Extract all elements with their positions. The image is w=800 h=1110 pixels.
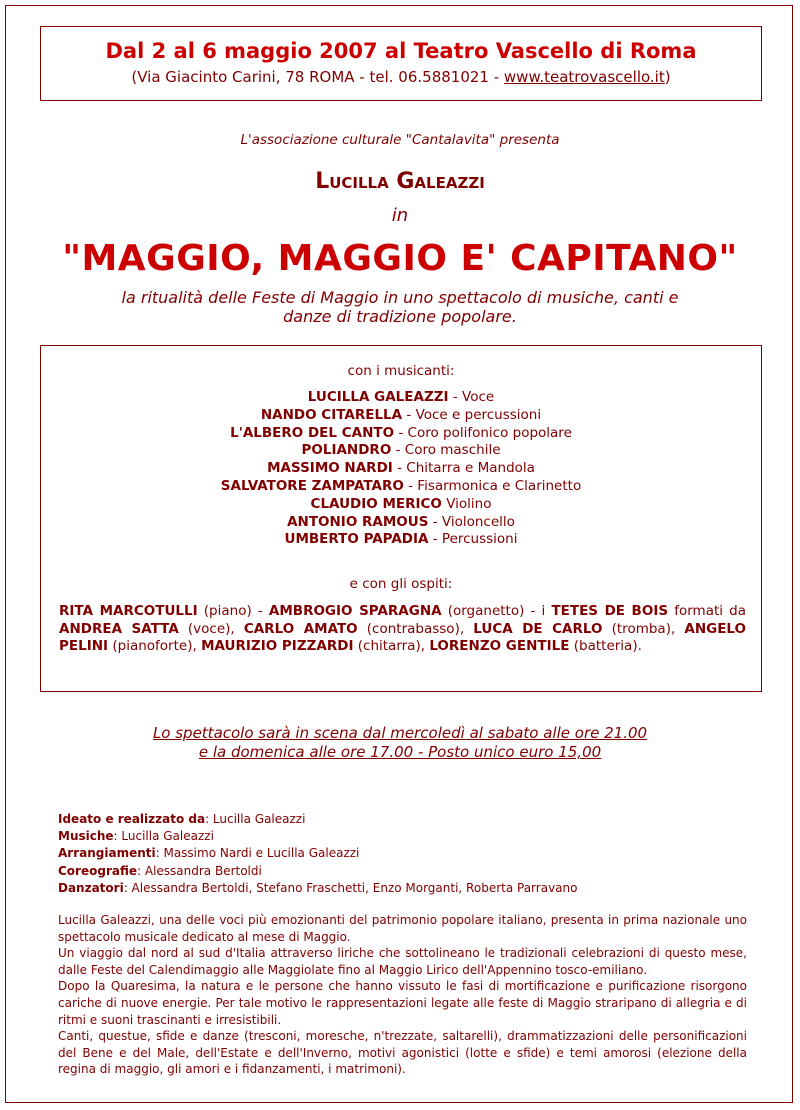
credit-item <box>58 828 577 845</box>
schedule-line: e la domenica alle ore 17.00 - Posto unico euro 15,00 <box>198 743 602 761</box>
description-paragraph: Canti, questue, sfide e danze (tresconi, moresche, n'trezzate, saltarelli), drammatizzazioni delle personificazioni del Bene e del Male, dell'Estate e dell'Inverno, motivi agonistici (lotte e sfide) e temi amorosi (elezione della regina di maggio, gli amori e i fidanzamenti, i matrimoni). <box>58 1029 747 1077</box>
guest-detail: (piano) - <box>197 603 269 620</box>
guest-name: ANDREA SATTA <box>59 620 179 637</box>
credit-value: : Lucilla Galeazzi <box>205 812 306 826</box>
description-paragraph: Lucilla Galeazzi, una delle voci più emozionanti del patrimonio popolare italiano, presenta in prima nazionale uno spettacolo musicale dedicato al mese di Maggio. <box>58 913 747 944</box>
guest-detail: formati da <box>668 603 746 620</box>
guest-detail: (batteria). <box>569 638 642 655</box>
guest-name: ANGELO PELINI <box>59 620 747 655</box>
guests-heading: e con gli ospiti: <box>349 576 453 593</box>
credit-item <box>58 863 577 880</box>
musician-role: - Voce e percussioni <box>402 406 542 423</box>
guest-name: LUCA DE CARLO <box>473 620 603 637</box>
musician-role: - Percussioni <box>428 531 518 548</box>
musician-name: L'ALBERO DEL CANTO <box>230 424 395 441</box>
musician-item <box>41 496 761 514</box>
credits-list <box>58 811 577 897</box>
musician-item <box>41 460 761 478</box>
musician-role: - Fisarmonica e Clarinetto <box>403 477 582 494</box>
subtitle-line: la ritualità delle Feste di Maggio in uno spettacolo di musiche, canti e <box>121 288 679 307</box>
musicians-box <box>40 345 762 692</box>
show-title: "MAGGIO, MAGGIO E' CAPITANO" <box>62 238 738 279</box>
guest-detail: (organetto) - i <box>441 603 552 620</box>
musician-name: NANDO CITARELLA <box>260 406 403 423</box>
musician-item <box>41 514 761 532</box>
address-text: (Via Giacinto Carini, 78 ROMA - tel. 06.5881021 - <box>131 68 504 86</box>
website-link[interactable]: www.teatrovascello.it <box>503 68 665 86</box>
description-paragraph: Un viaggio dal nord al sud d'Italia attraverso liriche che sottolineano le tradizionali celebrazioni di questo mese, dalle Feste del Calendimaggio alle Maggiolate fino al Maggio Lirico dell'Appennino tosco-emiliano. <box>58 946 747 977</box>
musician-item <box>41 442 761 460</box>
guests-list <box>59 603 746 656</box>
musicians-heading: con i musicanti: <box>347 363 455 379</box>
credit-label: Arrangiamenti <box>58 846 156 861</box>
schedule-line: Lo spettacolo sarà in scena dal mercoledì al sabato alle ore 21.00 <box>152 724 648 742</box>
subtitle-line: danze di tradizione popolare. <box>283 307 517 326</box>
credit-label: Musiche <box>58 829 114 844</box>
schedule-info <box>0 724 800 762</box>
musician-name: UMBERTO PAPADIA <box>284 531 429 548</box>
musicians-list <box>41 389 761 549</box>
musician-item <box>41 531 761 549</box>
address-close: ) <box>664 68 671 86</box>
description <box>58 912 747 1078</box>
credit-label: Danzatori <box>58 880 124 895</box>
guest-name: MAURIZIO PIZZARDI <box>201 638 354 655</box>
artist-name: Lucilla Galeazzi <box>315 169 485 194</box>
musician-role: - Chitarra e Mandola <box>392 460 535 477</box>
credit-label: Ideato e realizzato da <box>58 812 206 826</box>
credit-label: Coreografie <box>58 863 137 878</box>
credit-value: : Alessandra Bertoldi <box>137 863 262 878</box>
description-paragraph: Dopo la Quaresima, la natura e le persone che hanno vissuto le fasi di mortificazione e purificazione risorgono cariche di nuove energie. Per tale motivo le rappresentazioni legate alle feste di Maggio straripano di allegria e di ritmi e suoni trascinanti e irresistibili. <box>58 979 747 1027</box>
guest-detail: (pianoforte), <box>108 638 202 655</box>
musician-role: - Coro polifonico popolare <box>394 424 572 441</box>
guest-detail: (voce), <box>178 620 244 637</box>
musician-role: - Violoncello <box>428 513 515 530</box>
guest-detail: (chitarra), <box>353 638 430 655</box>
credit-item <box>58 880 577 897</box>
musician-item <box>41 407 761 425</box>
credit-value: : Alessandra Bertoldi, Stefano Fraschetti, Enzo Morganti, Roberta Parravano <box>123 880 578 895</box>
guest-name: RITA MARCOTULLI <box>59 603 198 620</box>
in-word: in <box>391 205 409 226</box>
credit-item <box>58 811 577 828</box>
musician-role: Violino <box>441 495 492 512</box>
event-dates-title: Dal 2 al 6 maggio 2007 al Teatro Vascello di Roma <box>105 39 697 63</box>
event-header <box>40 26 762 101</box>
credit-item <box>58 845 577 862</box>
musician-item <box>41 478 761 496</box>
musician-name: LUCILLA GALEAZZI <box>307 389 449 405</box>
musician-role: - Coro maschile <box>391 442 501 459</box>
musician-item <box>41 425 761 443</box>
musician-name: ANTONIO RAMOUS <box>287 513 429 530</box>
guest-name: AMBROGIO SPARAGNA <box>268 603 442 620</box>
credit-value: : Massimo Nardi e Lucilla Galeazzi <box>155 846 360 861</box>
musician-name: POLIANDRO <box>301 442 392 459</box>
guest-detail: (contrabasso), <box>357 620 474 637</box>
guest-name: TETES DE BOIS <box>551 603 669 620</box>
musician-item <box>41 389 761 407</box>
musician-name: MASSIMO NARDI <box>267 460 393 477</box>
show-subtitle <box>0 288 800 326</box>
musician-role: - Voce <box>448 389 495 405</box>
guest-detail: (tromba), <box>602 620 685 637</box>
musician-name: CLAUDIO MERICO <box>310 495 442 512</box>
musician-name: SALVATORE ZAMPATARO <box>220 477 404 494</box>
presenter-line: L'associazione culturale "Cantalavita" presenta <box>240 132 560 148</box>
guest-name: LORENZO GENTILE <box>429 638 570 655</box>
credit-value: : Lucilla Galeazzi <box>113 829 214 844</box>
venue-address <box>41 68 761 86</box>
guest-name: CARLO AMATO <box>243 620 358 637</box>
